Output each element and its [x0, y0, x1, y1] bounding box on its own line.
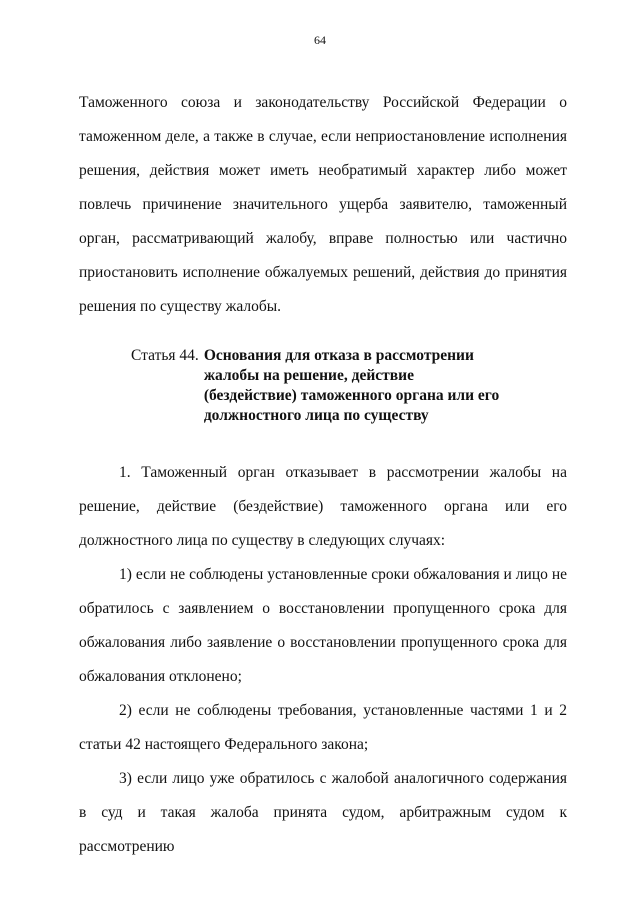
document-body — [79, 86, 567, 864]
article-heading — [79, 346, 567, 426]
page-number: 64 — [314, 33, 326, 47]
article-number: Статья 44. — [131, 347, 199, 364]
paragraph-item-3: 3) если лицо уже обратилось с жалобой аналогичного содержания в суд и такая жалоба принята судом, арбитражным судом к рассмотрению — [79, 770, 567, 855]
heading-spacer — [79, 448, 567, 456]
paragraph-item-1: 1) если не соблюдены установленные сроки обжалования и лицо не обратилось с заявлением о восстановлении пропущенного срока для обжалования либо заявление о восстановлении пропущенного срока для обжалования отклонено; — [79, 566, 567, 685]
paragraph-continuation: Таможенного союза и законодательству Российской Федерации о таможенном деле, а также в случае, если неприостановление исполнения решения, действия может иметь необратимый характер либо может повлечь причинение значительного ущерба заявителю, таможенный орган, рассматривающий жалобу, вправе полностью или частично приостановить исполнение обжалуемых решений, действия до принятия решения по существу жалобы. — [79, 94, 567, 315]
paragraph-item-2: 2) если не соблюдены требования, установленные частями 1 и 2 статьи 42 настоящего Федерального закона; — [79, 702, 567, 753]
article-title: Основания для отказа в рассмотрении жалобы на решение, действие (бездействие) таможенного органа или его должностного лица по существу — [203, 347, 500, 424]
paragraph-clause-1: 1. Таможенный орган отказывает в рассмотрении жалобы на решение, действие (бездействие) таможенного органа или его должностного лица по существу в следующих случаях: — [79, 464, 567, 549]
